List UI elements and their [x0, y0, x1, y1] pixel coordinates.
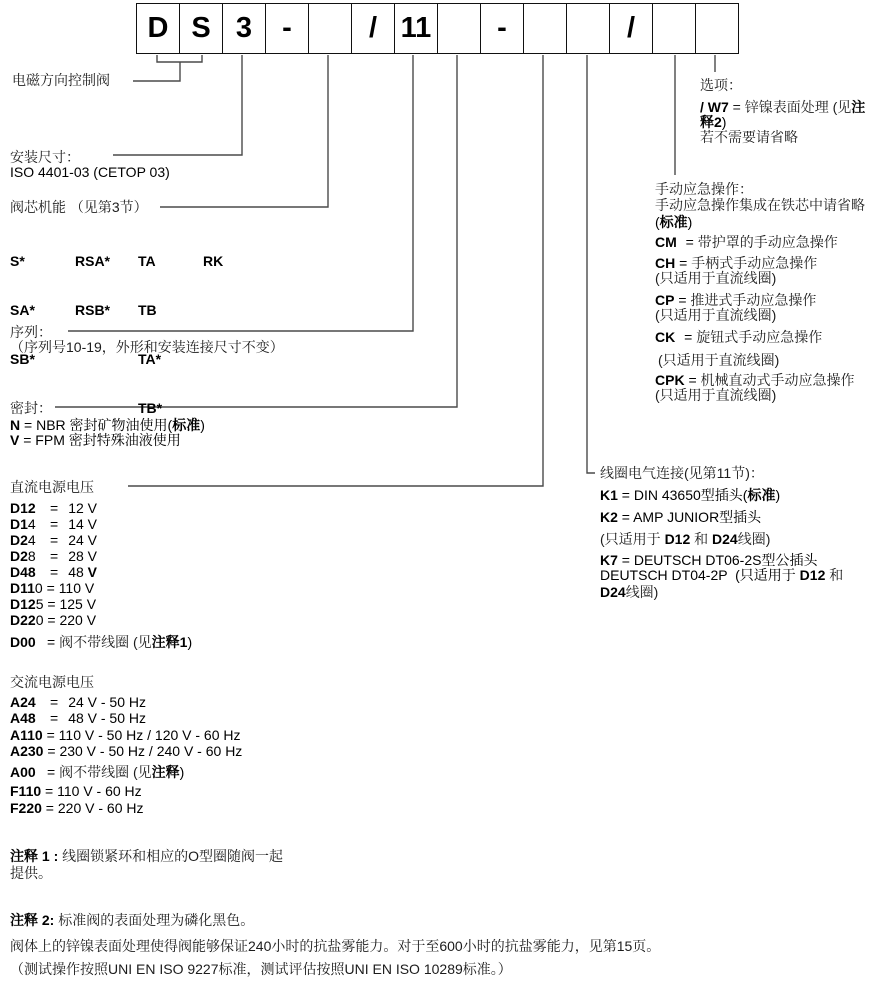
note-1: 注释 1 : 线圈锁紧环和相应的O型圈随阀一起: [10, 848, 284, 864]
manual-override-standard: (标准): [655, 214, 693, 230]
spool-option: RSB*: [75, 302, 111, 319]
spool-option: TB*: [138, 400, 163, 417]
leader-spool: [160, 55, 328, 207]
manual-override-ck: CK = 旋钮式手动应急操作: [655, 329, 823, 345]
ac-voltage-label: 交流电源电压: [10, 674, 94, 690]
ordering-code-boxes: [136, 3, 739, 54]
coil-connection-label: 线圈电气连接(见第11节)：: [600, 465, 764, 481]
note-paragraph-2: （测试操作按照UNI EN ISO 9227标准，测试评估按照UNI EN ISO 10289标准。）: [10, 961, 512, 977]
spool-column-4: [203, 220, 223, 286]
coil-connection-k7-line3: D24线圈): [600, 584, 659, 600]
manual-override-ch-note: (只适用于直流线圈): [655, 270, 777, 286]
spool-option: S*: [10, 252, 25, 269]
bracket-ds: [157, 55, 202, 62]
coil-connection-k2-note: (只适用于 D12 和 D24线圈): [600, 531, 771, 547]
seal-option-n: N = NBR 密封矿物油使用(标准): [10, 417, 205, 433]
note-1-line2: 提供。: [10, 865, 52, 881]
coil-connection-k1: K1 = DIN 43650型插头(标准): [600, 487, 781, 503]
code-box-12: /: [610, 3, 653, 54]
spool-option: TA*: [138, 351, 162, 368]
leader-coil-connection: [587, 55, 595, 473]
mounting-value: ISO 4401-03 (CETOP 03): [10, 164, 170, 180]
dc-voltage-row: D125 = 125 V: [10, 596, 97, 612]
coil-connection-k2: K2 = AMP JUNIOR型插头: [600, 509, 762, 525]
dc-voltage-label: 直流电源电压: [10, 479, 94, 495]
code-box-5: [309, 3, 352, 54]
series-label: 序列：: [10, 324, 52, 340]
code-box-4: -: [266, 3, 309, 54]
code-box-6: /: [352, 3, 395, 54]
dc-voltage-row: D14 = 14 V: [10, 516, 97, 532]
spool-column-2: [75, 220, 110, 335]
leader-mounting: [113, 55, 242, 155]
dc-voltage-row: D24 = 24 V: [10, 532, 97, 548]
dc-voltage-row: D110 = 110 V: [10, 580, 95, 596]
dc-no-coil-row: D00 = 阀不带线圈 (见注释1): [10, 634, 193, 650]
leader-valve-type: [133, 62, 180, 81]
code-box-2: S: [180, 3, 223, 54]
spool-column-3: [138, 220, 162, 433]
code-box-13: [653, 3, 696, 54]
note-2: 注释 2: 标准阀的表面处理为磷化黑色。: [10, 912, 255, 928]
code-box-7: 11: [395, 3, 438, 54]
manual-override-cp-note: (只适用于直流线圈): [655, 307, 777, 323]
ac-no-coil-row: A00 = 阀不带线圈 (见注释): [10, 764, 185, 780]
valve-type-label: 电磁方向控制阀: [12, 72, 110, 88]
series-description: （序列号10-19，外形和安装连接尺寸不变）: [10, 339, 284, 355]
manual-override-ck-note: (只适用于直流线圈): [658, 352, 780, 368]
coil-connection-k7-line2: DEUTSCH DT04-2P (只适用于 D12 和: [600, 567, 844, 583]
dc-voltage-row: D48 = 48 V: [10, 564, 97, 580]
spool-option: TB: [138, 302, 157, 319]
option-w7-line2: 释2): [700, 114, 727, 130]
dc-voltage-row: D12 = 12 V: [10, 500, 97, 516]
manual-override-cpk-note: (只适用于直流线圈): [655, 387, 777, 403]
code-box-9: -: [481, 3, 524, 54]
spool-option: SA*: [10, 302, 35, 319]
code-box-8: [438, 3, 481, 54]
manual-override-cm: CM = 带护罩的手动应急操作: [655, 234, 838, 250]
ac-voltage-row: A230 = 230 V - 50 Hz / 240 V - 60 Hz: [10, 743, 243, 759]
manual-override-description: 手动应急操作集成在铁芯中请省略: [655, 197, 865, 213]
ac-voltage-row: A48 = 48 V - 50 Hz: [10, 710, 147, 726]
spool-column-1: [10, 220, 35, 384]
dc-voltage-row: D220 = 220 V: [10, 612, 97, 628]
code-box-11: [567, 3, 610, 54]
note-paragraph-1: 阀体上的锌镍表面处理使得阀能够保证240小时的抗盐雾能力。对于至600小时的抗盐雾能力，见第15页。: [10, 938, 661, 954]
code-box-10: [524, 3, 567, 54]
spool-option: RK: [203, 252, 224, 269]
coil-connection-k7: K7 = DEUTSCH DT06-2S型公插头: [600, 552, 818, 568]
manual-override-label: 手动应急操作：: [655, 181, 753, 197]
ac-60hz-row: F110 = 110 V - 60 Hz: [10, 783, 142, 799]
code-box-14: [696, 3, 739, 54]
spool-label: 阀芯机能 （见第3节）: [10, 199, 148, 215]
leader-series: [68, 55, 413, 331]
options-label: 选项：: [700, 77, 742, 93]
manual-override-cpk: CPK = 机械直动式手动应急操作: [655, 372, 855, 388]
seal-option-v: V = FPM 密封特殊油液使用: [10, 432, 181, 448]
code-box-3: 3: [223, 3, 266, 54]
ac-voltage-row: A24 = 24 V - 50 Hz: [10, 694, 147, 710]
option-w7: / W7 = 锌镍表面处理 (见注: [700, 99, 866, 115]
spool-option: TA: [138, 252, 156, 269]
dc-voltage-row: D28 = 28 V: [10, 548, 97, 564]
code-box-1: D: [137, 3, 180, 54]
spool-option: RSA*: [75, 252, 111, 269]
manual-override-ch: CH = 手柄式手动应急操作: [655, 255, 818, 271]
spool-option: SB*: [10, 351, 35, 368]
options-omit-note: 若不需要请省略: [700, 129, 798, 145]
seals-label: 密封：: [10, 400, 52, 416]
manual-override-cp: CP = 推进式手动应急操作: [655, 292, 817, 308]
mounting-label: 安装尺寸：: [10, 149, 80, 165]
ac-60hz-row: F220 = 220 V - 60 Hz: [10, 800, 144, 816]
ac-voltage-row: A110 = 110 V - 50 Hz / 120 V - 60 Hz: [10, 727, 241, 743]
